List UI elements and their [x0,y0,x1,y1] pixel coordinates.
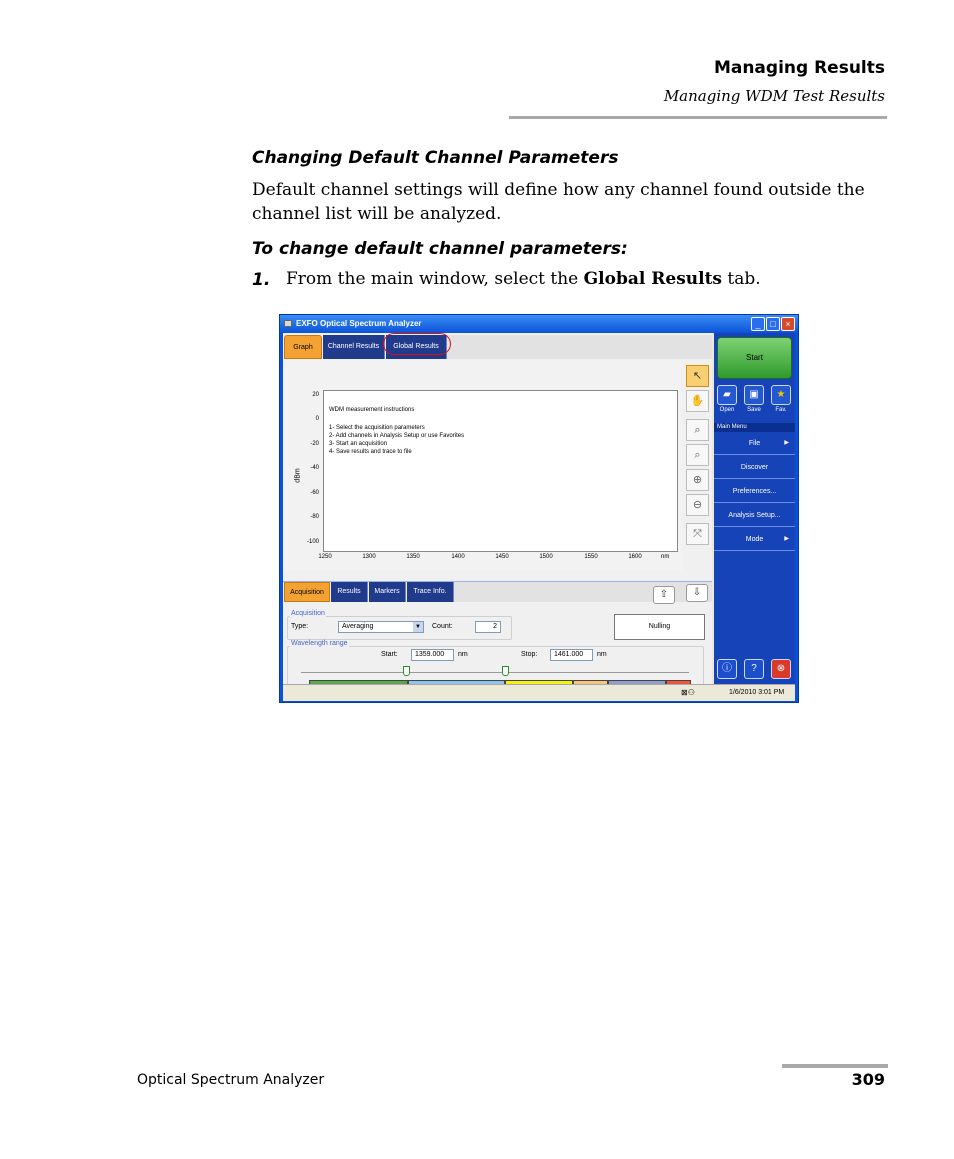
star-icon[interactable]: ★ [771,385,791,405]
x-axis-unit: nm [661,554,670,560]
tab-markers[interactable]: Markers [369,582,406,602]
y-tick: 20 [312,392,319,398]
menu-item-preferences[interactable]: Preferences... [714,480,795,503]
chevron-down-icon: ▼ [413,622,423,632]
x-tick: 1250 [318,554,332,560]
instruction-line: 2- Add channels in Analysis Setup or use Favorites [329,433,465,439]
y-tick: -20 [310,441,319,447]
instruction-line: 3- Start an acquisition [329,441,388,447]
maximize-button[interactable]: □ [766,317,780,331]
app-window-screenshot [279,314,799,703]
zoom-out-icon[interactable]: ⊖ [686,494,709,516]
expand-up-icon[interactable]: ⇧ [653,586,675,604]
y-tick: 0 [315,416,319,422]
stop-unit: nm [597,651,607,658]
info-icon[interactable]: ⓘ [717,659,737,679]
y-tick: -40 [310,465,319,471]
section-title: Changing Default Channel Parameters [252,148,619,168]
instructions-title: WDM measurement instructions [329,407,415,413]
x-tick: 1600 [628,554,642,560]
save-label: Save [747,407,761,413]
main-pane [283,333,712,684]
tab-global-results[interactable]: Global Results [386,335,447,359]
close-window-button[interactable]: × [781,317,795,331]
y-tick: -80 [310,514,319,520]
page-number: 309 [851,1070,885,1089]
type-label: Type: [291,623,309,630]
footer-product: Optical Spectrum Analyzer [137,1072,325,1088]
zoom-reset-icon[interactable]: ⌕ [686,444,709,466]
x-tick: 1400 [451,554,465,560]
step-text: From the main window, select the Global Results tab. [286,269,761,289]
running-header-section: Managing WDM Test Results [663,87,885,105]
title-bar [280,315,798,333]
main-menu-header: Main Menu [714,423,795,432]
body-paragraph: Default channel settings will define how any channel found outside the channel list will be analyzed. [252,180,865,224]
client-area [283,333,795,701]
graph-area [283,360,682,571]
wavelength-group-label: Wavelength range [291,640,348,647]
chevron-right-icon: ▶ [784,536,789,542]
status-bar [283,684,795,701]
pointer-icon[interactable]: ↖ [686,365,709,387]
menu-item-mode[interactable]: Mode ▶ [714,528,795,551]
running-header-chapter: Managing Results [713,58,885,78]
acquisition-group-label: Acquisition [291,610,325,617]
exit-icon[interactable]: ⊗ [771,659,791,679]
start-slider-handle[interactable] [403,666,410,676]
procedure-title: To change default channel parameters: [252,239,628,259]
instruction-line: 1- Select the acquisition parameters [329,425,425,431]
footer-rule [782,1064,888,1068]
minimize-button[interactable]: _ [751,317,765,331]
y-tick: -60 [310,490,319,496]
instruction-line: 4- Save results and trace to file [329,449,412,455]
start-button[interactable]: Start [717,337,792,379]
x-tick: 1550 [584,554,598,560]
x-tick: 1350 [406,554,420,560]
x-tick: 1300 [362,554,376,560]
spectrum-plot[interactable] [323,390,678,552]
menu-item-discover[interactable]: Discover [714,456,795,479]
start-wavelength-field[interactable]: 1359.000 [411,649,454,661]
graph-toolbar [684,360,712,571]
y-axis-label: dBm [294,468,302,483]
start-unit: nm [458,651,468,658]
x-tick: 1450 [495,554,509,560]
start-label: Start: [381,651,398,658]
step-number: 1. [252,270,271,290]
nulling-button[interactable]: Nulling [614,614,705,640]
folder-icon[interactable]: ▰ [717,385,737,405]
zoom-in-icon[interactable]: ⊕ [686,469,709,491]
x-tick: 1500 [539,554,553,560]
tab-acquisition[interactable]: Acquisition [284,582,330,602]
help-icon[interactable]: ? [744,659,764,679]
count-label: Count: [432,623,453,630]
hand-icon[interactable]: ✋ [686,390,709,412]
type-select[interactable]: Averaging ▼ [338,621,424,633]
stop-wavelength-field[interactable]: 1461.000 [550,649,593,661]
zoom-area-icon[interactable]: ⌕ [686,419,709,441]
tab-graph[interactable]: Graph [284,335,322,359]
header-rule [509,116,887,119]
tab-results[interactable]: Results [331,582,368,602]
save-icon[interactable]: ▣ [744,385,764,405]
menu-item-file[interactable]: File ▶ [714,432,795,455]
stop-label: Stop: [521,651,538,658]
app-icon [284,320,292,327]
chevron-right-icon: ▶ [784,440,789,446]
status-icons: ⊠⚇ [681,688,695,697]
open-label: Open [719,407,735,413]
highlight-ring [383,333,451,355]
favorites-label: Fav. [775,407,787,413]
range-slider-track[interactable] [301,672,689,673]
lower-panel [283,581,712,684]
y-tick: -100 [306,539,319,545]
menu-item-analysis-setup[interactable]: Analysis Setup... [714,504,795,527]
fit-icon[interactable]: ⤧ [686,523,709,545]
tab-channel-results[interactable]: Channel Results [323,335,385,359]
status-datetime: 1/6/2010 3:01 PM [729,689,785,696]
tab-bar-fill [447,335,712,359]
stop-slider-handle[interactable] [502,666,509,676]
count-field[interactable]: 2 [475,621,501,633]
window-title: EXFO Optical Spectrum Analyzer [296,319,422,328]
right-panel [714,333,795,684]
tab-trace-info[interactable]: Trace Info. [407,582,454,602]
collapse-down-icon[interactable]: ⇩ [686,584,708,602]
